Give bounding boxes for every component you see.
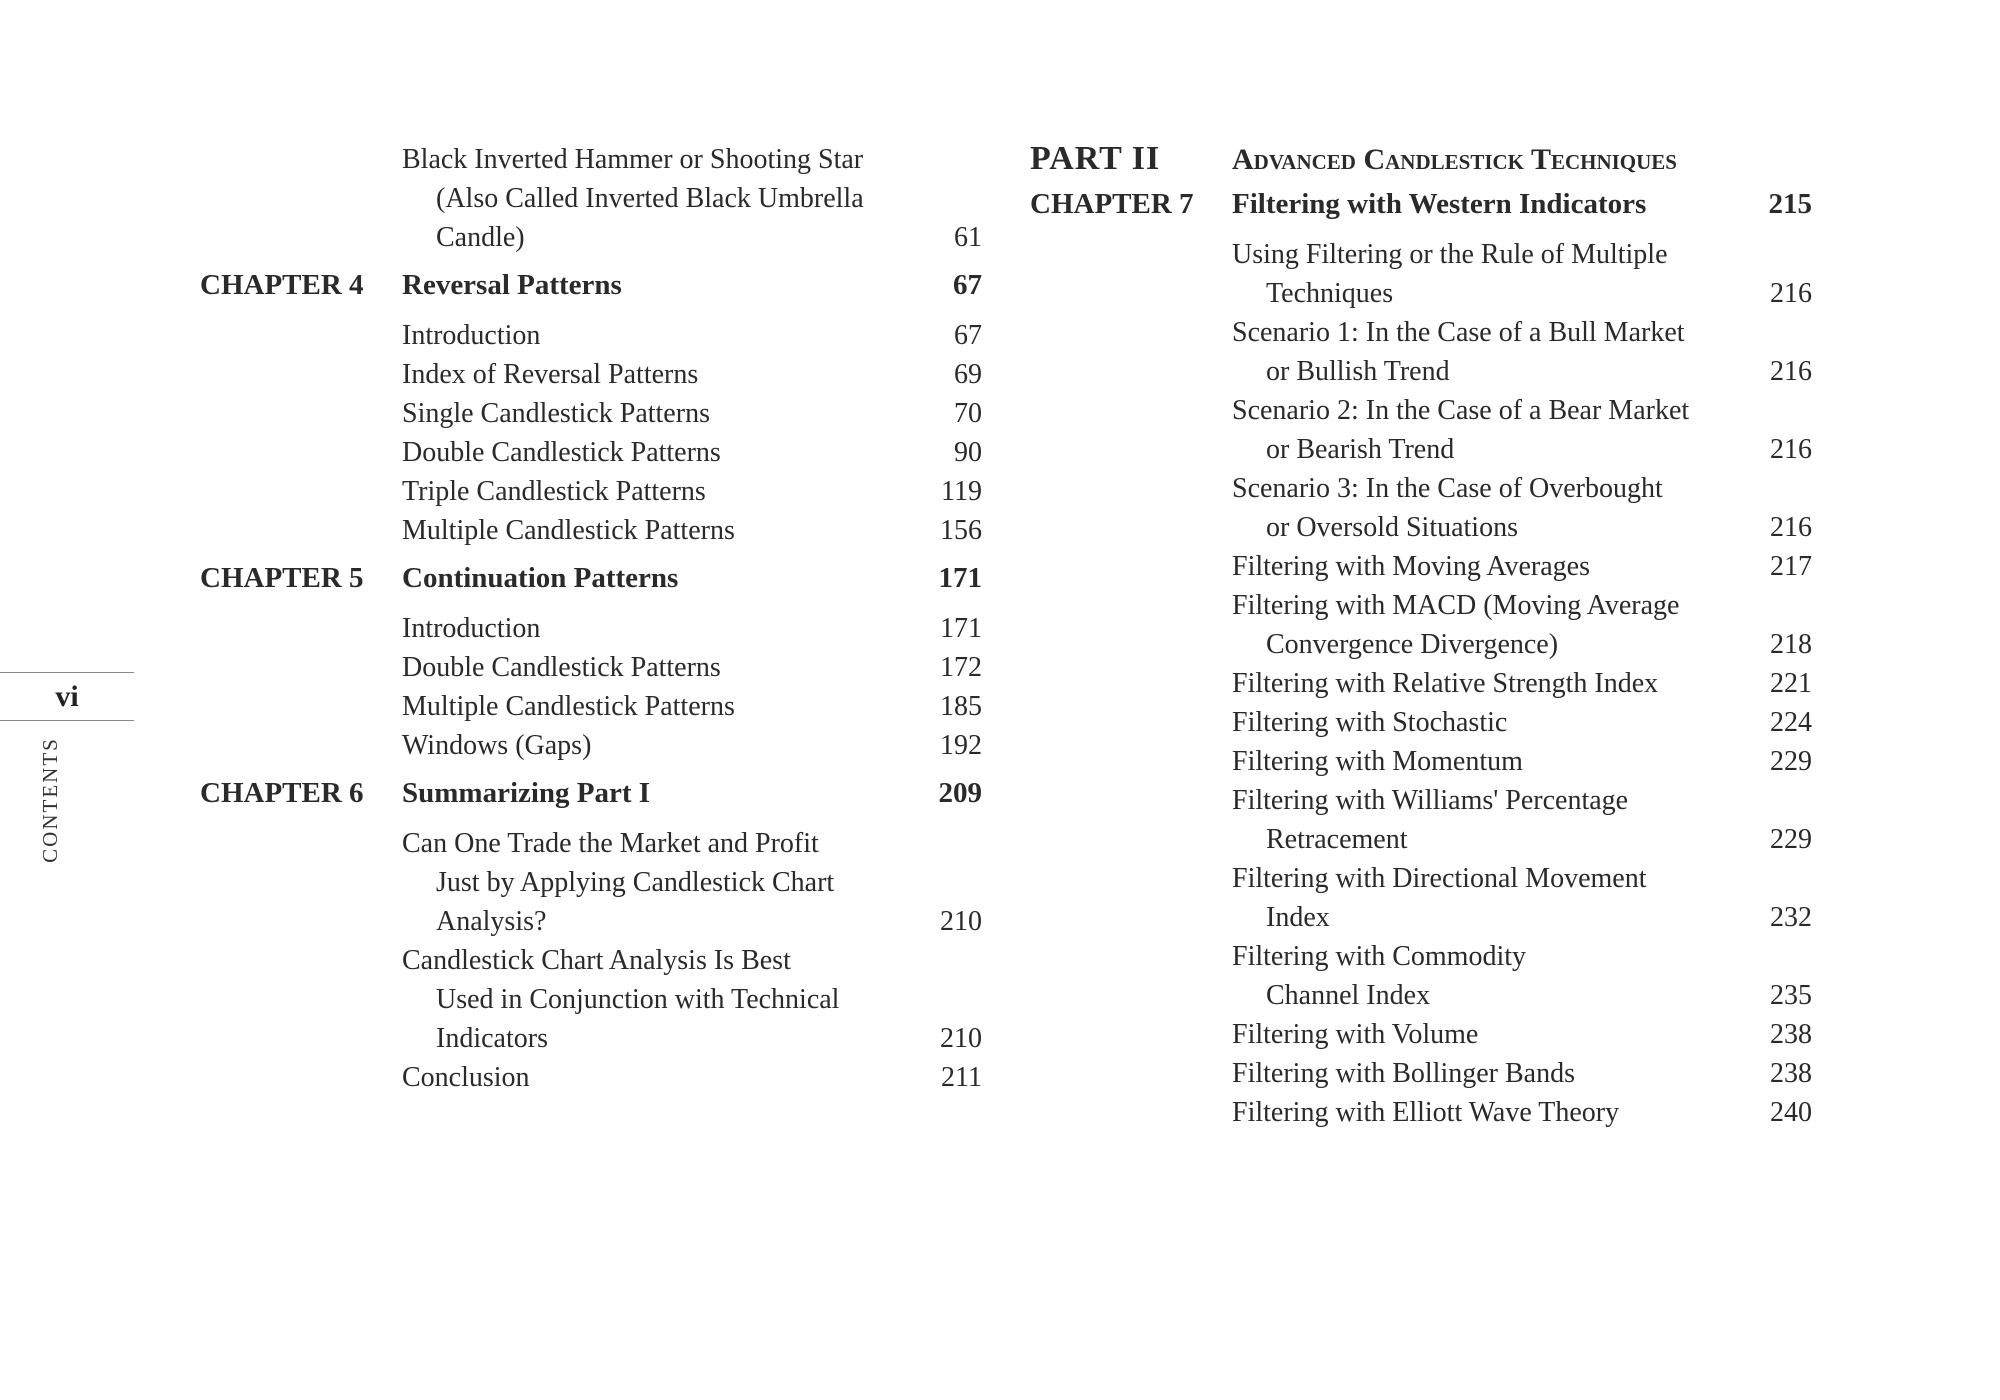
toc-entry-title	[1232, 1093, 1742, 1132]
toc-entry-title	[1232, 313, 1742, 391]
toc-entry	[200, 726, 982, 765]
toc-entry-page: 229	[1770, 824, 1812, 855]
toc-entry-title	[1232, 1054, 1742, 1093]
page-number: vi	[55, 680, 79, 713]
toc-entry-continuation-line: Channel Index	[1266, 980, 1431, 1011]
toc-entry-page: 216	[1770, 278, 1812, 309]
toc-entry-line: Scenario 3: In the Case of Overbought	[1232, 473, 1663, 504]
toc-entry	[1030, 313, 1812, 391]
toc-entry-line: Double Candlestick Patterns	[402, 437, 721, 468]
toc-entry-line: Introduction	[402, 320, 541, 351]
toc-entry-page: 185	[940, 691, 982, 722]
toc-entry-line: Filtering with Volume	[1232, 1019, 1479, 1050]
toc-entry-line: Triple Candlestick Patterns	[402, 476, 706, 507]
toc-entry-continuation-line: Techniques	[1266, 278, 1394, 309]
toc-entry-line: Index of Reversal Patterns	[402, 359, 699, 390]
toc-entry	[1030, 391, 1812, 469]
toc-entry-page: 232	[1770, 902, 1812, 933]
toc-entry-page: 119	[941, 476, 982, 507]
toc-entry	[1030, 469, 1812, 547]
toc-entry	[200, 316, 982, 355]
toc-entry-title	[1232, 703, 1742, 742]
toc-entry	[1030, 703, 1812, 742]
toc-entry-line: Filtering with Relative Strength Index	[1232, 668, 1659, 699]
toc-entry-title	[402, 687, 912, 726]
toc-entry	[200, 609, 982, 648]
toc-entry	[200, 687, 982, 726]
chapter-4-heading	[200, 269, 982, 302]
toc-entry-page: 210	[940, 1023, 982, 1054]
toc-entry-line: Filtering with Moving Averages	[1232, 551, 1590, 582]
toc-entry	[1030, 235, 1812, 313]
toc-entry-continuation-line: Retracement	[1266, 824, 1408, 855]
chapter-7-entries	[1030, 235, 1812, 1132]
toc-entry-continuation-line: Convergence Divergence)	[1266, 629, 1559, 660]
toc-entry-title	[402, 140, 912, 257]
toc-entry	[1030, 937, 1812, 1015]
toc-entry-line: Candlestick Chart Analysis Is Best	[402, 945, 791, 976]
toc-entry-page: 172	[940, 652, 982, 683]
toc-entry-title	[1232, 859, 1742, 937]
toc-entry-line: Filtering with Bollinger Bands	[1232, 1058, 1575, 1089]
toc-entry	[1030, 1015, 1812, 1054]
toc-entry	[200, 433, 982, 472]
toc-entry-page: 235	[1770, 980, 1812, 1011]
toc-entry-continuation-line: or Bearish Trend	[1266, 434, 1455, 465]
toc-entry-line: Multiple Candlestick Patterns	[402, 691, 735, 722]
toc-entry-line: Double Candlestick Patterns	[402, 652, 721, 683]
chapter-label: CHAPTER 5	[200, 562, 364, 594]
toc-entry-continuation-line: or Bullish Trend	[1266, 356, 1450, 387]
chapter-7-heading	[1030, 188, 1812, 221]
toc-entry-line: Conclusion	[402, 1062, 530, 1093]
toc-entry-continuation-line: Used in Conjunction with Technical	[436, 984, 840, 1015]
chapter-title: Filtering with Western Indicators	[1232, 188, 1647, 220]
toc-entry-page: 218	[1770, 629, 1812, 660]
sidebar-rule-bottom	[0, 720, 134, 721]
chapter-label: CHAPTER 6	[200, 777, 364, 809]
toc-entry-line: Scenario 1: In the Case of a Bull Market	[1232, 317, 1685, 348]
toc-entry-title	[402, 394, 912, 433]
toc-entry-title	[1232, 547, 1742, 586]
toc-entry-continuation-line: Analysis?	[436, 906, 547, 937]
toc-entry-page: 192	[940, 730, 982, 761]
toc-entry	[200, 472, 982, 511]
toc-entry-continuation-line: Candle)	[436, 222, 525, 253]
toc-entry-continuation-line: (Also Called Inverted Black Umbrella	[436, 183, 864, 214]
toc-entry-page: 217	[1770, 551, 1812, 582]
toc-entry-page: 216	[1770, 356, 1812, 387]
part-label: PART II	[1030, 140, 1161, 177]
toc-entry-title	[1232, 235, 1742, 313]
toc-right-column	[1030, 140, 1812, 1132]
toc-entry-title	[402, 648, 912, 687]
chapter-4-entries	[200, 316, 982, 550]
toc-entry-title	[1232, 1015, 1742, 1054]
toc-entry-page: 224	[1770, 707, 1812, 738]
toc-entry-title	[402, 433, 912, 472]
part-2-heading	[1030, 140, 1812, 178]
chapter-page: 171	[938, 562, 982, 594]
toc-entry-title	[1232, 391, 1742, 469]
toc-entry-title	[1232, 469, 1742, 547]
toc-entry	[200, 140, 982, 257]
toc-entry-page: 67	[954, 320, 982, 351]
toc-entry-title	[402, 472, 912, 511]
chapter-page: 209	[938, 777, 982, 809]
toc-top-entry-group	[200, 140, 982, 257]
toc-entry	[200, 511, 982, 550]
toc-entry-page: 240	[1770, 1097, 1812, 1128]
toc-entry-title	[1232, 781, 1742, 859]
toc-left-column	[200, 140, 982, 1097]
toc-entry-line: Filtering with Williams' Percentage	[1232, 785, 1629, 816]
toc-entry-line: Black Inverted Hammer or Shooting Star	[402, 144, 864, 175]
toc-entry-line: Filtering with Elliott Wave Theory	[1232, 1097, 1620, 1128]
toc-entry	[1030, 586, 1812, 664]
toc-entry-page: 210	[940, 906, 982, 937]
toc-entry-page: 221	[1770, 668, 1812, 699]
toc-entry-page: 216	[1770, 512, 1812, 543]
toc-entry-title	[402, 824, 912, 941]
chapter-title: Continuation Patterns	[402, 562, 679, 594]
toc-entry-line: Filtering with Stochastic	[1232, 707, 1508, 738]
toc-entry	[200, 1058, 982, 1097]
toc-entry	[1030, 1093, 1812, 1132]
toc-entry-line: Using Filtering or the Rule of Multiple	[1232, 239, 1668, 270]
toc-entry-line: Filtering with MACD (Moving Average	[1232, 590, 1680, 621]
toc-entry-continuation-line: or Oversold Situations	[1266, 512, 1518, 543]
running-head: CONTENTS	[38, 737, 62, 863]
chapter-6-heading	[200, 777, 982, 810]
chapter-label: CHAPTER 7	[1030, 188, 1194, 220]
toc-entry	[1030, 781, 1812, 859]
chapter-5-entries	[200, 609, 982, 765]
toc-entry-line: Filtering with Momentum	[1232, 746, 1523, 777]
toc-entry-title	[1232, 937, 1742, 1015]
toc-entry-title	[402, 609, 912, 648]
toc-entry	[200, 394, 982, 433]
toc-entry-page: 211	[941, 1062, 982, 1093]
toc-entry-title	[1232, 664, 1742, 703]
chapter-page: 215	[1768, 188, 1812, 220]
toc-entry	[1030, 1054, 1812, 1093]
toc-entry-title	[402, 726, 912, 765]
part-title: Advanced Candlestick Techniques	[1232, 143, 1677, 176]
toc-entry-title	[1232, 586, 1742, 664]
toc-entry-page: 156	[940, 515, 982, 546]
toc-entry-title	[402, 355, 912, 394]
toc-entry	[1030, 859, 1812, 937]
toc-entry-line: Filtering with Commodity	[1232, 941, 1527, 972]
toc-entry-title	[1232, 742, 1742, 781]
toc-entry-continuation-line: Index	[1266, 902, 1330, 933]
toc-entry-line: Multiple Candlestick Patterns	[402, 515, 735, 546]
toc-entry	[200, 648, 982, 687]
chapter-title: Reversal Patterns	[402, 269, 622, 301]
toc-entry-page: 61	[954, 222, 982, 253]
chapter-title: Summarizing Part I	[402, 777, 651, 809]
chapter-6-entries	[200, 824, 982, 1097]
toc-entry	[1030, 664, 1812, 703]
toc-entry-title	[402, 511, 912, 550]
toc-entry-page: 238	[1770, 1058, 1812, 1089]
chapter-5-heading	[200, 562, 982, 595]
chapter-label: CHAPTER 4	[200, 269, 364, 301]
toc-entry-continuation-line: Indicators	[436, 1023, 548, 1054]
toc-entry-line: Filtering with Directional Movement	[1232, 863, 1647, 894]
toc-entry-page: 171	[940, 613, 982, 644]
toc-entry	[1030, 742, 1812, 781]
toc-entry	[1030, 547, 1812, 586]
toc-entry-title	[402, 941, 912, 1058]
toc-entry-title	[402, 316, 912, 355]
toc-entry-page: 229	[1770, 746, 1812, 777]
toc-entry-continuation-line: Just by Applying Candlestick Chart	[436, 867, 835, 898]
toc-entry-page: 69	[954, 359, 982, 390]
toc-entry-page: 216	[1770, 434, 1812, 465]
toc-entry-line: Introduction	[402, 613, 541, 644]
toc-entry	[200, 941, 982, 1058]
toc-entry	[200, 355, 982, 394]
toc-entry-line: Windows (Gaps)	[402, 730, 592, 761]
chapter-page: 67	[953, 269, 982, 301]
toc-entry-line: Single Candlestick Patterns	[402, 398, 710, 429]
toc-entry-line: Can One Trade the Market and Profit	[402, 828, 819, 859]
toc-entry-title	[402, 1058, 912, 1097]
toc-entry-page: 238	[1770, 1019, 1812, 1050]
toc-entry	[200, 824, 982, 941]
toc-entry-page: 90	[954, 437, 982, 468]
toc-entry-line: Scenario 2: In the Case of a Bear Market	[1232, 395, 1690, 426]
toc-entry-page: 70	[954, 398, 982, 429]
sidebar-rule-top	[0, 672, 134, 673]
